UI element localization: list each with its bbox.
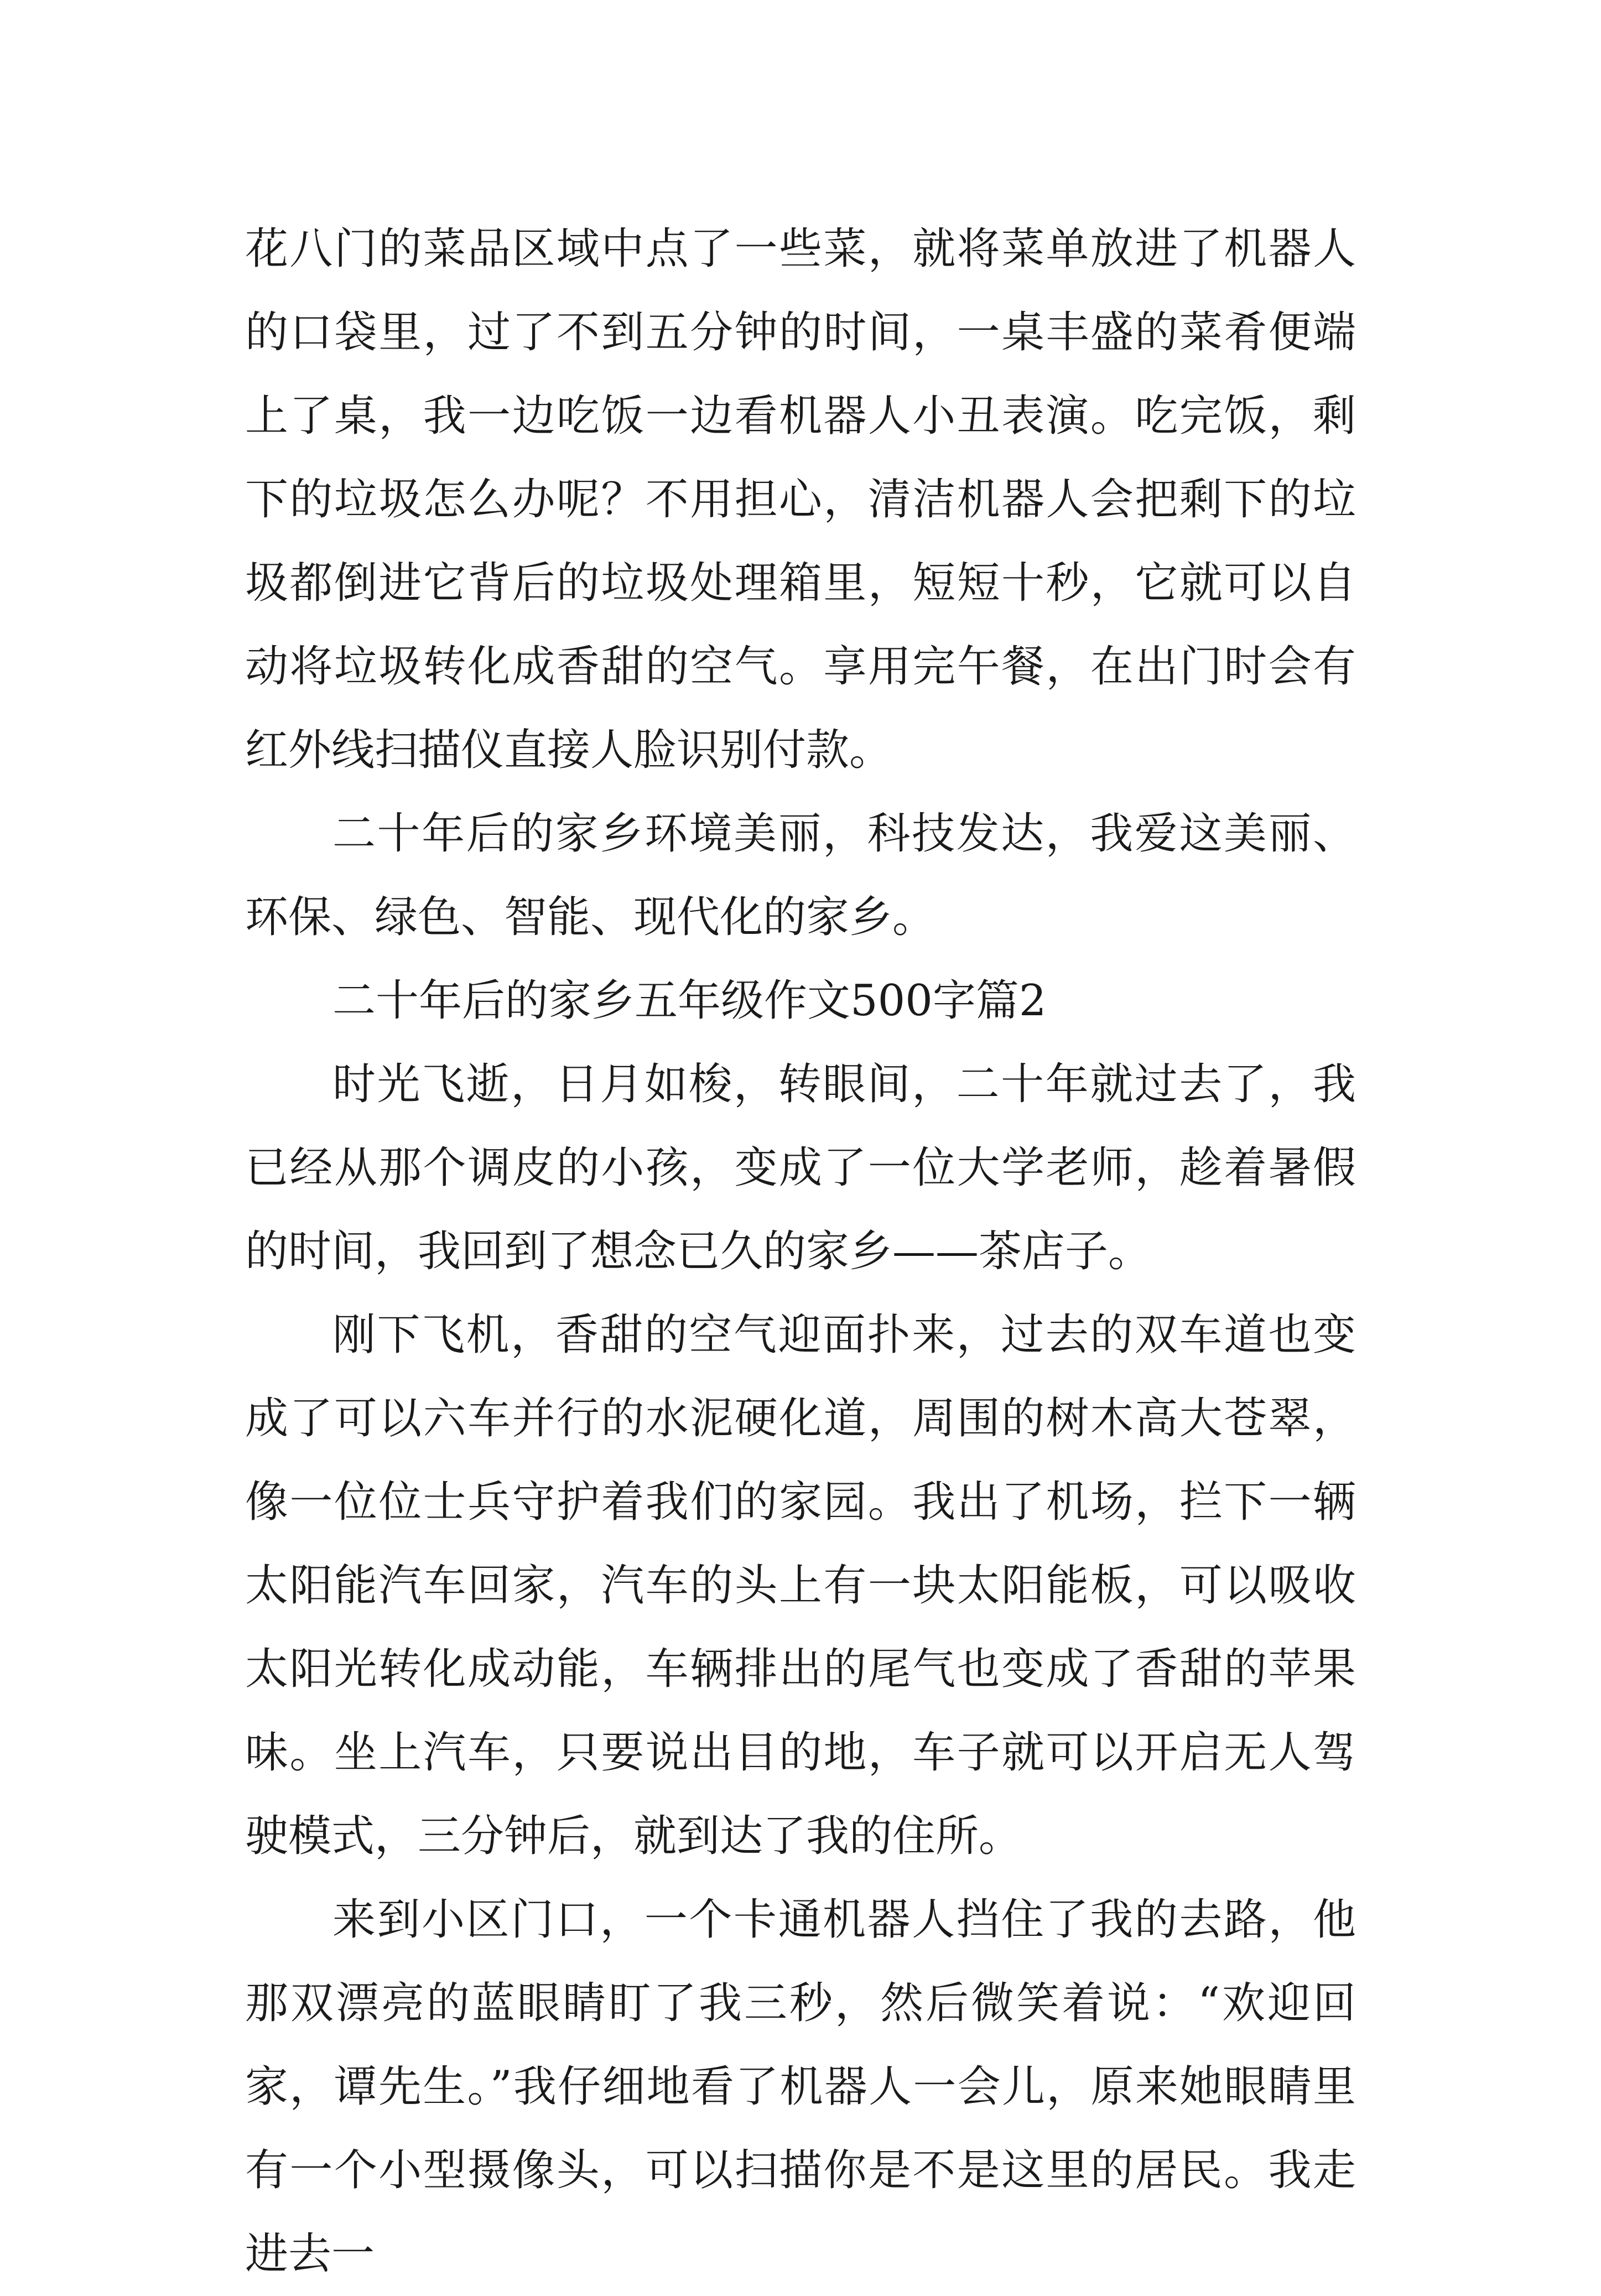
paragraph-continued: 花八门的菜品区域中点了一些菜，就将菜单放进了机器人的口袋里，过了不到五分钟的时间，一桌丰盛的菜肴便端上了桌，我一边吃饭一边看机器人小丑表演。吃完饭，剩下的垃圾怎么办呢？不用担心，清洁机器人会把剩下的垃圾都倒进它背后的垃圾处理箱里，短短十秒，它就可以自动将垃圾转化成香甜的空气。享用完午餐，在出门时会有红外线扫描仪直接人脸识别付款。 — [245, 224, 1356, 775]
body-text — [245, 207, 1356, 2296]
paragraph-arrival: 刚下飞机，香甜的空气迎面扑来，过去的双车道也变成了可以六车并行的水泥硬化道，周围的树木高大苍翠，像一位位士兵守护着我们的家园。我出了机场，拦下一辆太阳能汽车回家，汽车的头上有一块太阳能板，可以吸收太阳光转化成动能，车辆排出的尾气也变成了香甜的苹果味。坐上汽车，只要说出目的地，车子就可以开启无人驾驶模式，三分钟后，就到达了我的住所。 — [245, 1310, 1356, 1861]
paragraph-community-gate: 来到小区门口，一个卡通机器人挡住了我的去路，他那双漂亮的蓝眼睛盯了我三秒，然后微笑着说：“欢迎回家，谭先生。”我仔细地看了机器人一会儿，原来她眼睛里有一个小型摄像头，可以扫描你是不是这里的居民。我走进去一 — [245, 1895, 1356, 2279]
section-heading: 二十年后的家乡五年级作文500字篇2 — [332, 976, 1047, 1026]
paragraph-conclusion: 二十年后的家乡环境美丽，科技发达，我爱这美丽、环保、绿色、智能、现代化的家乡。 — [245, 809, 1356, 942]
paragraph-intro: 时光飞逝，日月如梭，转眼间，二十年就过去了，我已经从那个调皮的小孩，变成了一位大学老师，趁着暑假的时间，我回到了想念已久的家乡——茶店子。 — [245, 1059, 1356, 1276]
